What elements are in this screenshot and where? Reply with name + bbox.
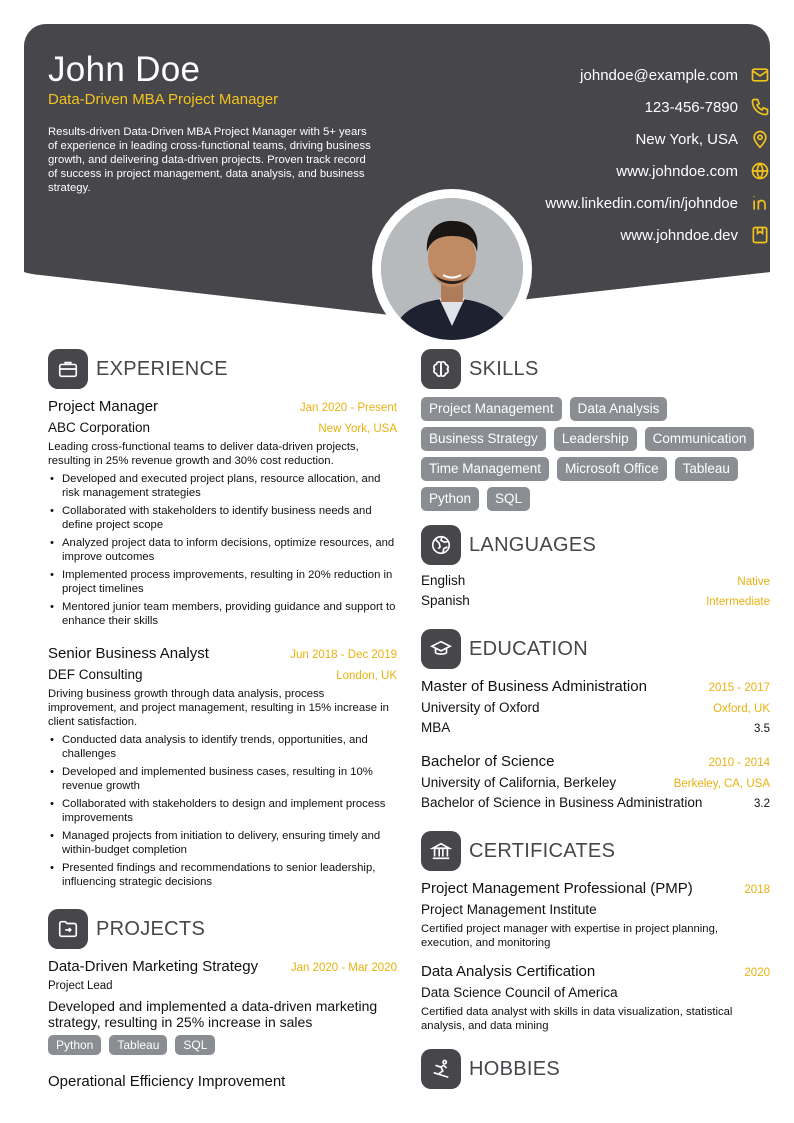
certificate-1-issuer: Project Management Institute — [421, 902, 597, 917]
education-1-location: Oxford, UK — [713, 703, 770, 715]
skill-chip: Communication — [645, 427, 755, 451]
briefcase-icon — [48, 349, 88, 389]
skill-chip: Microsoft Office — [557, 457, 667, 481]
contact-website[interactable] — [616, 161, 770, 181]
profile-photo — [381, 198, 523, 340]
experience-header — [48, 349, 228, 389]
education-2-gpa: 3.2 — [754, 798, 770, 810]
education-1-dates: 2015 - 2017 — [708, 682, 770, 694]
skill-chip: Project Management — [421, 397, 562, 421]
profile-summary: Results-driven Data-Driven MBA Project Manager with 5+ years of experience in leading cross-functional teams, driving business growth, and delivering data-driven projects. Proven track record of success in project management, data analysis, and business strategy. — [48, 126, 371, 194]
skills-list — [421, 397, 770, 511]
candidate-title: Data-Driven MBA Project Manager — [48, 91, 279, 108]
languages-title: LANGUAGES — [469, 533, 597, 556]
education-header — [421, 629, 588, 669]
certificates-header — [421, 831, 615, 871]
job-2-role: Senior Business Analyst — [48, 645, 209, 662]
skill-chip: Leadership — [554, 427, 637, 451]
project-1-dates: Jan 2020 - Mar 2020 — [290, 962, 397, 974]
list-item: • Managed projects from initiation to delivery, ensuring timely and within-budget completion — [48, 829, 400, 857]
certificate-1-year: 2018 — [744, 884, 770, 896]
language-name: Spanish — [421, 593, 470, 608]
language-level: Intermediate — [706, 596, 770, 608]
job-2-role-row — [48, 645, 397, 662]
candidate-name: John Doe — [48, 50, 201, 89]
contact-location-text: New York, USA — [635, 130, 738, 148]
skill-chip: Data Analysis — [570, 397, 668, 421]
list-item: • Developed and implemented business cases, resulting in 10% revenue growth — [48, 765, 400, 793]
skills-title: SKILLS — [469, 357, 539, 380]
project-1-row — [48, 958, 397, 975]
certificate-2-year: 2020 — [744, 967, 770, 979]
project-2-row — [48, 1073, 397, 1090]
job-1-location: New York, USA — [318, 423, 397, 435]
job-1-company: ABC Corporation — [48, 420, 151, 435]
skills-header — [421, 349, 539, 389]
education-1-field: MBA — [421, 720, 451, 735]
education-1-school-row — [421, 700, 770, 715]
job-1-role-row — [48, 398, 397, 415]
education-2-location: Berkeley, CA, USA — [673, 778, 770, 790]
bookmark-icon — [750, 225, 770, 245]
education-2-field: Bachelor of Science in Business Administration — [421, 795, 703, 810]
hobbies-header — [421, 1049, 560, 1089]
skill-chip: Business Strategy — [421, 427, 546, 451]
skill-chip: Tableau — [675, 457, 738, 481]
globe-icon — [750, 161, 770, 181]
language-row — [421, 573, 770, 588]
tag-chip: SQL — [175, 1035, 215, 1055]
project-1-tags — [48, 1035, 397, 1055]
education-2-degree: Bachelor of Science — [421, 753, 555, 770]
list-item: • Developed and executed project plans, resource allocation, and risk management strategies — [48, 472, 400, 500]
job-2-company: DEF Consulting — [48, 667, 143, 682]
projects-header — [48, 909, 205, 949]
tag-chip: Tableau — [109, 1035, 167, 1055]
education-2-school-row — [421, 775, 770, 790]
skill-chip: Time Management — [421, 457, 549, 481]
institution-icon — [421, 831, 461, 871]
job-1-company-row — [48, 420, 397, 435]
job-2-location: London, UK — [336, 670, 397, 682]
skill-chip: SQL — [487, 487, 530, 511]
mail-icon — [750, 65, 770, 85]
certificate-2-issuer: Data Science Council of America — [421, 985, 618, 1000]
contact-location — [635, 129, 770, 149]
project-1-role: Project Lead — [48, 980, 113, 992]
certificate-2-name: Data Analysis Certification — [421, 963, 596, 980]
list-item: • Conducted data analysis to identify trends, opportunities, and challenges — [48, 733, 400, 761]
contact-phone[interactable] — [645, 97, 770, 117]
brain-icon — [421, 349, 461, 389]
job-1-summary: Leading cross-functional teams to deliver data-driven projects, resulting in 25% revenue growth and 30% cost reduction. — [48, 441, 359, 467]
contact-linkedin[interactable] — [545, 193, 770, 213]
list-item: • Implemented process improvements, resulting in 20% reduction in project timelines — [48, 568, 400, 596]
certificate-1-description: Certified project manager with expertise in project planning, execution, and monitoring — [421, 923, 719, 949]
list-item: • Presented findings and recommendations to senior leadership, influencing strategic decisions — [48, 861, 400, 889]
education-1-row — [421, 678, 770, 695]
language-globe-icon — [421, 525, 461, 565]
job-2-dates: Jun 2018 - Dec 2019 — [290, 649, 397, 661]
contact-email-text: johndoe@example.com — [580, 66, 738, 84]
hobbies-title: HOBBIES — [469, 1057, 561, 1080]
certificates-title: CERTIFICATES — [469, 839, 616, 862]
location-pin-icon — [750, 129, 770, 149]
folder-icon — [48, 909, 88, 949]
linkedin-icon — [750, 193, 770, 213]
certificate-2-description: Certified data analyst with skills in data visualization, statistical analysis, and data mining — [421, 1006, 733, 1032]
contact-portfolio-text: www.johndoe.dev — [620, 226, 738, 244]
project-2-name: Operational Efficiency Improvement — [48, 1073, 286, 1090]
education-1-degree: Master of Business Administration — [421, 678, 647, 695]
certificate-1-row — [421, 880, 770, 897]
certificate-2-row — [421, 963, 770, 980]
language-level: Native — [737, 576, 770, 588]
list-item: • Analyzed project data to inform decisions, optimize resources, and improve outcomes — [48, 536, 400, 564]
skier-icon — [421, 1049, 461, 1089]
projects-title: PROJECTS — [96, 917, 206, 940]
education-2-row — [421, 753, 770, 770]
experience-title: EXPERIENCE — [96, 357, 228, 380]
job-2-summary: Driving business growth through data analysis, process improvement, and project management, resulting in 15% increase in client satisfaction. — [48, 688, 389, 728]
list-item: • Mentored junior team members, providing guidance and support to enhance their skills — [48, 600, 400, 628]
project-1-name: Data-Driven Marketing Strategy — [48, 958, 259, 975]
education-title: EDUCATION — [469, 637, 588, 660]
list-item: • Collaborated with stakeholders to design and implement process improvements — [48, 797, 400, 825]
education-2-school: University of California, Berkeley — [421, 775, 617, 790]
contact-phone-text: 123-456-7890 — [644, 98, 738, 116]
education-1-school: University of Oxford — [421, 700, 540, 715]
graduation-cap-icon — [421, 629, 461, 669]
list-item: • Collaborated with stakeholders to identify business needs and define project scope — [48, 504, 400, 532]
education-1-field-row — [421, 720, 770, 735]
contact-email[interactable] — [580, 65, 770, 85]
project-1-description: Developed and implemented a data-driven marketing strategy, resulting in 25% increase in sales — [48, 998, 378, 1030]
job-2-bullets — [48, 733, 400, 893]
skill-chip: Python — [421, 487, 479, 511]
contact-portfolio[interactable] — [620, 225, 770, 245]
language-row — [421, 593, 770, 608]
job-1-role: Project Manager — [48, 398, 159, 415]
education-2-field-row — [421, 795, 770, 810]
language-name: English — [421, 573, 466, 588]
contact-website-text: www.johndoe.com — [616, 162, 738, 180]
education-2-dates: 2010 - 2014 — [708, 757, 770, 769]
education-1-gpa: 3.5 — [754, 723, 770, 735]
contact-linkedin-text: www.linkedin.com/in/johndoe — [545, 194, 738, 212]
job-1-dates: Jan 2020 - Present — [299, 402, 397, 414]
phone-icon — [750, 97, 770, 117]
job-1-bullets — [48, 472, 400, 632]
languages-header — [421, 525, 596, 565]
tag-chip: Python — [48, 1035, 101, 1055]
job-2-company-row — [48, 667, 397, 682]
certificate-1-name: Project Management Professional (PMP) — [421, 880, 693, 897]
